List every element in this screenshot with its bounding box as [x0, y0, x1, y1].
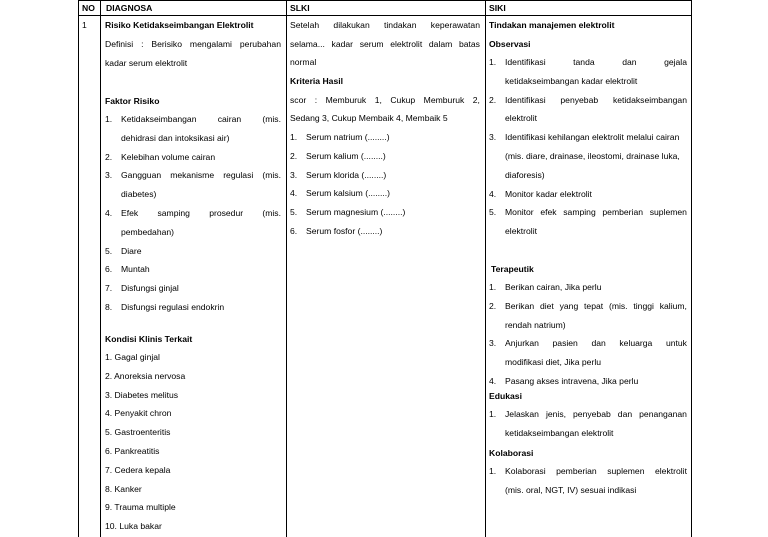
faktor-risiko-item-l1: Diare — [121, 245, 142, 256]
score-scale-line-word: 2, — [472, 95, 480, 105]
definition-line-word: perubahan — [239, 39, 281, 49]
faktor-risiko-item-number: 7. — [105, 283, 113, 294]
faktor-risiko-item-number: 1. — [105, 114, 113, 124]
terapeutik-item-l1-word: tinggi — [633, 300, 654, 311]
col-divider-diagnosa — [286, 0, 287, 537]
terapeutik-item-l1-word: pasien — [552, 338, 578, 349]
score-scale-line-word: : — [314, 95, 318, 105]
terapeutik-item-l1 — [505, 300, 687, 312]
faktor-risiko-item-l1-word: samping — [157, 208, 190, 218]
faktor-risiko-item-l1: Muntah — [121, 264, 150, 275]
terapeutik-item-l1-word: untuk — [665, 338, 687, 349]
observasi-item-number: 4. — [489, 188, 497, 199]
terapeutik-item-l1-word: (mis. — [608, 300, 628, 311]
observasi-title: Observasi — [489, 39, 531, 49]
kriteria-hasil-item-number: 3. — [290, 169, 298, 180]
kondisi-klinis-title: Kondisi Klinis Terkait — [105, 334, 193, 344]
faktor-risiko-item-l1: Disfungsi regulasi endokrin — [121, 302, 225, 312]
observasi-item-l1: Monitor kadar elektrolit — [505, 188, 592, 199]
terapeutik-item-l2: modifikasi diet, Jika perlu — [505, 357, 602, 368]
kolaborasi-title: Kolaborasi — [489, 448, 534, 458]
faktor-risiko-item-l2: pembedahan) — [121, 226, 175, 237]
score-scale-line-word: scor — [290, 95, 307, 105]
header-slki: SLKI — [290, 3, 310, 13]
kolaborasi-item-l1-word: elektrolit — [654, 466, 687, 476]
faktor-risiko-item-l1-word: mekanisme — [170, 170, 215, 181]
kolaborasi-item-l1-word: pemberian — [556, 466, 597, 476]
terapeutik-item-number: 1. — [489, 282, 497, 292]
terapeutik-item-number: 4. — [489, 376, 497, 386]
faktor-risiko-item-l1-word: Efek — [121, 208, 139, 218]
kriteria-hasil-item-l1: Serum kalsium (........) — [306, 188, 391, 199]
edukasi-item-l1-word: jenis, — [545, 409, 566, 419]
score-scale-line-2: Sedang 3, Cukup Membaik 4, Membaik 5 — [290, 113, 448, 123]
faktor-risiko-item-l1 — [121, 169, 281, 181]
edukasi-title: Edukasi — [489, 391, 522, 401]
score-scale-line — [290, 94, 480, 106]
score-scale-line-word: Memburuk — [423, 95, 465, 105]
diagnosa-title: Risiko Ketidakseimbangan Elektrolit — [105, 20, 254, 30]
edukasi-item-l1-word: penanganan — [639, 409, 687, 419]
observasi-item-l3: diaforesis) — [505, 169, 545, 180]
row-number: 1 — [82, 20, 87, 30]
definition-line-2: kadar serum elektrolit — [105, 58, 188, 68]
slki-intro-line-word: keperawatan — [430, 20, 480, 30]
edukasi-item-number: 1. — [489, 409, 497, 419]
observasi-item-l1-word: dan — [622, 57, 637, 67]
faktor-risiko-item-l1 — [121, 207, 281, 219]
kondisi-klinis-item: 5. Gastroenteritis — [105, 427, 171, 438]
kondisi-klinis-item: 1. Gagal ginjal — [105, 352, 160, 362]
edukasi-item-l2: ketidakseimbangan elektrolit — [505, 427, 614, 438]
faktor-risiko-item-l1-word: (mis. — [262, 114, 281, 124]
faktor-risiko-item-number: 5. — [105, 245, 113, 256]
observasi-item-number: 1. — [489, 57, 497, 67]
slki-intro-line-word: elektrolit — [390, 39, 423, 49]
faktor-risiko-item-l2: dehidrasi dan intoksikasi air) — [121, 132, 230, 143]
terapeutik-title: Terapeutik — [491, 264, 534, 274]
observasi-item-number: 5. — [489, 207, 497, 218]
observasi-item-l1-word: Identifikasi — [505, 57, 546, 67]
observasi-item-l1-word: gejala — [664, 57, 687, 67]
slki-intro-line-word: batas — [458, 39, 480, 49]
kriteria-hasil-item-number: 6. — [290, 226, 298, 236]
faktor-risiko-item-l1: Kelebihan volume cairan — [121, 151, 216, 162]
definition-line-word: : — [141, 39, 144, 49]
observasi-item-l2: elektrolit — [505, 113, 537, 124]
faktor-risiko-item-l1-word: Ketidakseimbangan — [121, 114, 197, 124]
terapeutik-item-number: 2. — [489, 300, 497, 311]
kondisi-klinis-item: 6. Pankreatitis — [105, 446, 160, 456]
kolaborasi-item-l2: (mis. oral, NGT, IV) sesuai indikasi — [505, 484, 637, 495]
header-bottom-border — [79, 15, 691, 16]
observasi-item-l1-word: Identifikasi — [505, 94, 546, 105]
header-diagnosa: DIAGNOSA — [106, 3, 153, 13]
kondisi-klinis-item: 10. Luka bakar — [105, 521, 162, 532]
slki-intro-line — [290, 19, 480, 31]
kondisi-klinis-item: 8. Kanker — [105, 483, 142, 494]
faktor-risiko-item-number: 3. — [105, 170, 113, 181]
kriteria-hasil-title: Kriteria Hasil — [290, 76, 344, 86]
slki-intro-line-word: tindakan — [384, 20, 417, 30]
slki-intro-line-word: selama... — [290, 39, 325, 49]
kriteria-hasil-item-number: 2. — [290, 150, 298, 161]
edukasi-item-l1 — [505, 408, 687, 420]
siki-title: Tindakan manajemen elektrolit — [489, 20, 615, 30]
terapeutik-item-l1-word: kalium, — [659, 300, 687, 311]
faktor-risiko-title: Faktor Risiko — [105, 96, 160, 106]
score-scale-line-word: Cukup — [390, 95, 416, 105]
observasi-item-l2: ketidakseimbangan kadar elektrolit — [505, 75, 638, 86]
faktor-risiko-item-number: 4. — [105, 208, 113, 218]
faktor-risiko-item-number: 6. — [105, 264, 113, 275]
faktor-risiko-item-l1-word: (mis. — [262, 170, 281, 181]
faktor-risiko-item-l1-word: Gangguan — [121, 170, 162, 181]
definition-line-word: Berisiko — [151, 39, 182, 49]
faktor-risiko-item-l1-word: (mis. — [262, 208, 281, 218]
observasi-item-l2: elektrolit — [505, 226, 537, 237]
header-no: NO — [82, 3, 95, 13]
col-divider-slki — [485, 0, 486, 537]
definition-line-word: mengalami — [189, 39, 232, 49]
terapeutik-item-l1-word: dan — [591, 338, 606, 349]
kondisi-klinis-item: 3. Diabetes melitus — [105, 389, 179, 400]
faktor-risiko-item-l1-word: prosedur — [209, 208, 244, 218]
terapeutik-item-l2: rendah natrium) — [505, 319, 566, 330]
observasi-item-l1 — [505, 206, 687, 218]
slki-intro-line: normal — [290, 57, 317, 67]
kriteria-hasil-item-number: 4. — [290, 188, 298, 199]
kriteria-hasil-item-l1: Serum fosfor (........) — [306, 226, 383, 236]
terapeutik-item-l1-word: keluarga — [619, 338, 653, 349]
observasi-item-number: 2. — [489, 94, 497, 105]
faktor-risiko-item-l1: Disfungsi ginjal — [121, 283, 179, 294]
faktor-risiko-item-l1-word: regulasi — [223, 170, 254, 181]
observasi-item-l2: (mis. diare, drainase, ileostomi, drainase luka, — [505, 151, 680, 161]
kolaborasi-item-l1 — [505, 465, 687, 477]
kondisi-klinis-item: 7. Cedera kepala — [105, 464, 171, 475]
observasi-item-l1-word: tanda — [573, 57, 595, 67]
kriteria-hasil-item-number: 5. — [290, 207, 298, 218]
faktor-risiko-item-number: 2. — [105, 151, 113, 162]
kolaborasi-item-l1-word: Kolaborasi — [505, 466, 546, 476]
terapeutik-item-l1-word: Berikan — [505, 300, 535, 311]
observasi-item-l1-word: penyebab — [560, 94, 599, 105]
slki-intro-line-word: dalam — [428, 39, 453, 49]
kondisi-klinis-item: 4. Penyakit chron — [105, 408, 172, 419]
header-siki: SIKI — [489, 3, 506, 13]
slki-intro-line-word: kadar — [331, 39, 354, 49]
kriteria-hasil-item-l1: Serum klorida (........) — [306, 169, 387, 180]
edukasi-item-l1-word: penyebab — [573, 409, 611, 419]
terapeutik-item-l1-word: yang — [559, 300, 579, 311]
table-top-border — [79, 0, 691, 1]
observasi-item-number: 3. — [489, 132, 497, 143]
kriteria-hasil-item-l1: Serum magnesium (........) — [306, 207, 406, 218]
terapeutik-item-l1-word: tepat — [584, 300, 604, 311]
definition-line — [105, 38, 281, 50]
terapeutik-item-number: 3. — [489, 338, 497, 349]
kriteria-hasil-item-l1: Serum natrium (........) — [306, 132, 390, 142]
observasi-item-l1-word: Monitor — [505, 207, 534, 218]
observasi-item-l1-word: pemberian — [602, 207, 644, 218]
observasi-item-l1 — [505, 94, 687, 106]
kolaborasi-item-number: 1. — [489, 466, 497, 476]
terapeutik-item-l1 — [505, 337, 687, 349]
terapeutik-item-l1-word: diet — [539, 300, 554, 311]
faktor-risiko-item-l2: diabetes) — [121, 189, 157, 200]
edukasi-item-l1-word: dan — [617, 409, 633, 419]
kondisi-klinis-item: 2. Anoreksia nervosa — [105, 370, 186, 381]
kriteria-hasil-item-number: 1. — [290, 132, 298, 142]
slki-intro-line-word: serum — [359, 39, 384, 49]
observasi-item-l1-word: suplemen — [649, 207, 687, 218]
terapeutik-item-l1-word: Anjurkan — [505, 338, 539, 349]
col-divider-no — [100, 0, 101, 537]
kriteria-hasil-item-l1: Serum kalium (........) — [306, 150, 386, 161]
faktor-risiko-item-number: 8. — [105, 302, 113, 312]
definition-line-word: Definisi — [105, 39, 134, 49]
slki-intro-line — [290, 38, 480, 50]
slki-intro-line-word: dilakukan — [333, 20, 370, 30]
observasi-item-l1-word: samping — [563, 207, 596, 218]
slki-intro-line-word: Setelah — [290, 20, 320, 30]
observasi-item-l1 — [505, 56, 687, 68]
kolaborasi-item-l1-word: suplemen — [607, 466, 645, 476]
nursing-care-table — [78, 0, 692, 537]
faktor-risiko-item-l1-word: cairan — [217, 114, 242, 124]
edukasi-item-l1-word: Jelaskan — [505, 409, 539, 419]
kondisi-klinis-item: 9. Trauma multiple — [105, 502, 176, 513]
score-scale-line-word: 1, — [374, 95, 382, 105]
observasi-item-l1: Identifikasi kehilangan elektrolit melalui cairan — [505, 132, 680, 143]
terapeutik-item-l1: Berikan cairan, Jika perlu — [505, 282, 602, 292]
terapeutik-item-l1: Pasang akses intravena, Jika perlu — [505, 376, 639, 386]
score-scale-line-word: Memburuk — [325, 95, 367, 105]
observasi-item-l1-word: ketidakseimbangan — [612, 94, 687, 105]
observasi-item-l1-word: efek — [540, 207, 557, 218]
faktor-risiko-item-l1 — [121, 113, 281, 125]
